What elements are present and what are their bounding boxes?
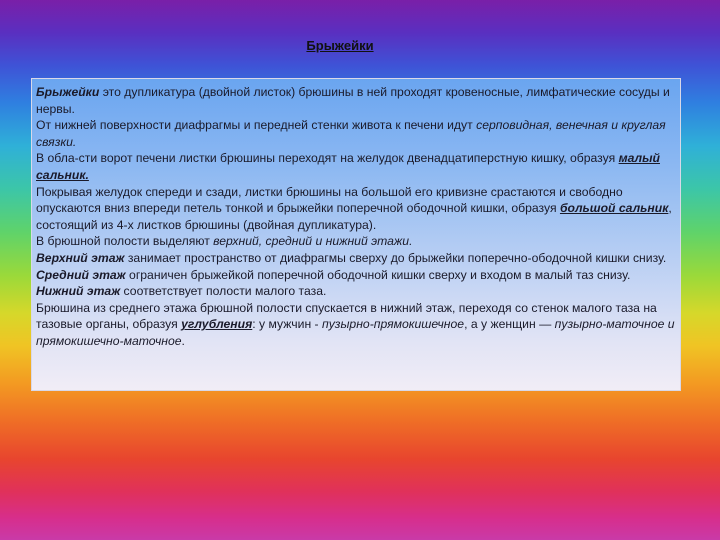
paragraph-text: соответствует полости малого таза. (120, 284, 327, 299)
paragraph-floors (36, 233, 676, 250)
term-mesentery: Брыжейки (36, 85, 100, 99)
term-middle-floor: Средний этаж (36, 267, 126, 282)
paragraph-middle-floor (36, 267, 676, 284)
paragraph-recesses (36, 300, 676, 350)
paragraph-text: ограничен брыжейкой поперечной ободочной кишки сверху и входом в малый таз снизу. (125, 267, 631, 282)
italic-floors: верхний, средний и нижний этажи. (213, 234, 413, 249)
slide-title: Брыжейки (306, 38, 374, 53)
paragraph-text: , а у женщин — (464, 317, 555, 332)
term-recesses: углубления (181, 317, 253, 332)
paragraph-text: . (181, 333, 185, 348)
paragraph-text: Брюшина из среднего этажа брюшной полости спускается в нижний этаж, переходя со стенок малого таза на тазовые органы, образуя (36, 300, 657, 332)
paragraph-lesser-omentum (36, 150, 676, 183)
paragraph-text: От нижней поверхности диафрагмы и передней стенки живота к печени идут (36, 118, 477, 133)
paragraph-text: : у мужчин - (252, 317, 322, 332)
term-greater-omentum: большой сальник (559, 201, 669, 216)
paragraph-text: Покрывая желудок спереди и сзади, листки брюшины на большой его кривизне срастаются и свободно опускаются вниз впереди петель тонкой и брыжейки поперечной ободочной кишки, образуя (36, 184, 623, 216)
paragraph-liver-ligaments (36, 117, 676, 150)
paragraph-lower-floor (36, 283, 676, 300)
content-text-box (31, 78, 681, 391)
term-lesser-omentum: малый сальник. (36, 151, 660, 182)
paragraph-text: занимает пространство от диафрагмы сверху до брыжейки поперечно-ободочной кишки снизу. (124, 250, 667, 265)
italic-female-recesses: пузырно-маточное и прямокишечно-маточное (36, 317, 675, 348)
paragraph-text: , состоящий из 4-х листков брюшины (двойная дупликатура). (36, 201, 672, 232)
italic-male-recess: пузырно-прямокишечное (322, 317, 465, 332)
paragraph-text: В брюшной полости выделяют (36, 234, 214, 249)
italic-ligaments: серповидная, венечная и круглая связки. (36, 118, 666, 149)
paragraph-mesentery-definition (36, 84, 676, 117)
paragraph-upper-floor (36, 250, 676, 267)
paragraph-greater-omentum (36, 184, 676, 234)
paragraph-text: В обла-сти ворот печени листки брюшины переходят на желудок двенадцатиперстную кишку, образуя (36, 151, 619, 166)
paragraph-text: это дупликатура (двойной листок) брюшины в ней проходят кровеносные, лимфатические сосуды и нервы. (36, 85, 670, 116)
term-upper-floor: Верхний этаж (36, 250, 125, 265)
term-lower-floor: Нижний этаж (36, 284, 121, 299)
